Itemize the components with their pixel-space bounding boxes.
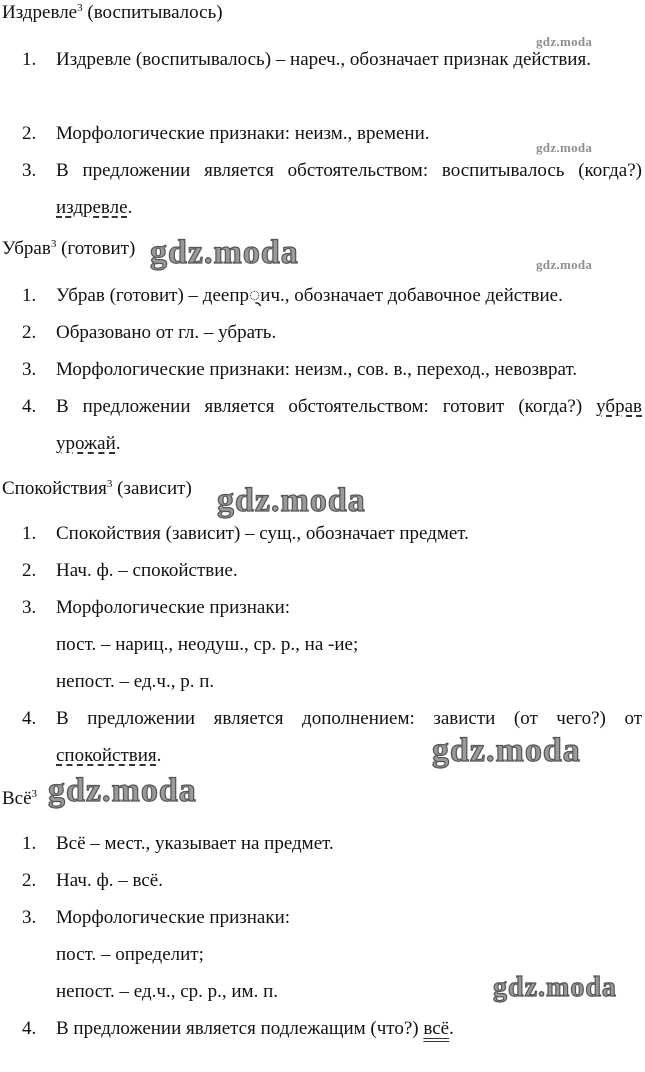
watermark-small: gdz.moda xyxy=(536,140,593,155)
heading-superscript: 3 xyxy=(77,2,83,14)
item-number: 4. xyxy=(22,708,37,729)
heading-superscript: 3 xyxy=(50,238,57,250)
item-text: Образовано от гл. – убрать. xyxy=(56,322,277,343)
item-text-before: В предложении является подлежащим (что?) xyxy=(56,1018,424,1039)
item-text-after: . xyxy=(449,1018,454,1039)
heading-context: (зависит) xyxy=(117,478,192,499)
item-text-after: . xyxy=(115,433,121,454)
watermark-small: gdz.moda xyxy=(536,34,593,49)
underlined-word: спокойствия xyxy=(56,745,157,766)
watermark-large: gdz.moda xyxy=(432,732,581,769)
item-number: 1. xyxy=(22,285,37,306)
list-item xyxy=(22,589,642,626)
item-text-before: В предложении является дополнением: зависти (от чего?) от xyxy=(56,708,642,729)
item-number: 3. xyxy=(22,160,37,181)
heading-superscript: 3 xyxy=(106,478,113,490)
item-text-before: В предложении является обстоятельством: воспитывалось (когда?) xyxy=(56,160,642,181)
item-text-after: . xyxy=(156,745,162,766)
item-number: 2. xyxy=(22,322,37,343)
heading-context: (воспитывалось) xyxy=(87,2,223,23)
item-text-after: . xyxy=(127,197,133,218)
item-number: 3. xyxy=(22,907,37,928)
item-text: Издревле (воспитывалось) – нареч., обозначает признак действия. xyxy=(56,49,591,70)
section-heading xyxy=(2,788,37,810)
item-number: 1. xyxy=(22,833,37,854)
list-item xyxy=(22,825,642,862)
watermark-large: gdz.moda xyxy=(493,972,617,1003)
item-text xyxy=(56,388,642,462)
item-text: Нач. ф. – спокойствие. xyxy=(56,560,238,581)
item-number: 3. xyxy=(22,597,37,618)
item-text-before: В предложении является обстоятельством: готовит (когда?) xyxy=(56,396,597,417)
item-number: 2. xyxy=(22,560,37,581)
list-item xyxy=(22,552,642,589)
section-heading xyxy=(2,2,223,24)
item-text: Убрав (готовит) – деепр्ич., обозначает добавочное действие. xyxy=(56,285,563,306)
item-number: 2. xyxy=(22,870,37,891)
item-number: 4. xyxy=(22,1018,37,1039)
item-number: 1. xyxy=(22,49,37,70)
item-subline: непост. – ед.ч., ср. р., им. п. xyxy=(56,981,278,1002)
heading-word: Издревле xyxy=(2,2,78,23)
heading-word: Убрав xyxy=(2,238,51,259)
list-item xyxy=(22,899,642,936)
item-text: Морфологические признаки: xyxy=(56,597,291,618)
list-item xyxy=(22,152,642,226)
heading-word: Всё xyxy=(2,788,32,809)
underlined-word: всё xyxy=(423,1018,450,1039)
heading-context: (готовит) xyxy=(61,238,136,259)
watermark-large: gdz.moda xyxy=(150,234,299,271)
underlined-word: убрав урожай xyxy=(56,396,642,454)
item-subline: пост. – определит; xyxy=(56,944,204,965)
list-item xyxy=(22,277,642,314)
list-item xyxy=(22,862,642,899)
list-item xyxy=(22,515,642,552)
item-number: 2. xyxy=(22,123,37,144)
item-text xyxy=(56,152,642,226)
item-text: Морфологические признаки: неизм., времени. xyxy=(56,123,430,144)
section-heading xyxy=(2,478,192,500)
underlined-word: издревле xyxy=(56,197,128,218)
watermark-large: gdz.moda xyxy=(217,482,366,519)
item-text: Морфологические признаки: неизм., сов. в., переход., невозврат. xyxy=(56,359,578,380)
list-item xyxy=(22,388,642,462)
list-item xyxy=(22,314,642,351)
heading-word: Спокойствия xyxy=(2,478,107,499)
item-number: 1. xyxy=(22,523,37,544)
item-subline: пост. – нариц., неодуш., ср. р., на -ие; xyxy=(56,634,359,655)
item-text: Всё – мест., указывает на предмет. xyxy=(56,833,334,854)
item-text: Морфологические признаки: xyxy=(56,907,291,928)
item-number: 3. xyxy=(22,359,37,380)
watermark-large: gdz.moda xyxy=(48,772,197,809)
item-text: Нач. ф. – всё. xyxy=(56,870,163,891)
list-item xyxy=(22,351,642,388)
item-text: Спокойствия (зависит) – сущ., обозначает предмет. xyxy=(56,523,469,544)
item-subline: непост. – ед.ч., р. п. xyxy=(56,671,215,692)
item-number: 4. xyxy=(22,396,37,417)
watermark-small: gdz.moda xyxy=(536,257,593,272)
item-text xyxy=(56,1010,642,1047)
list-item xyxy=(22,1010,642,1047)
section-heading xyxy=(2,238,135,260)
heading-superscript: 3 xyxy=(31,788,38,800)
